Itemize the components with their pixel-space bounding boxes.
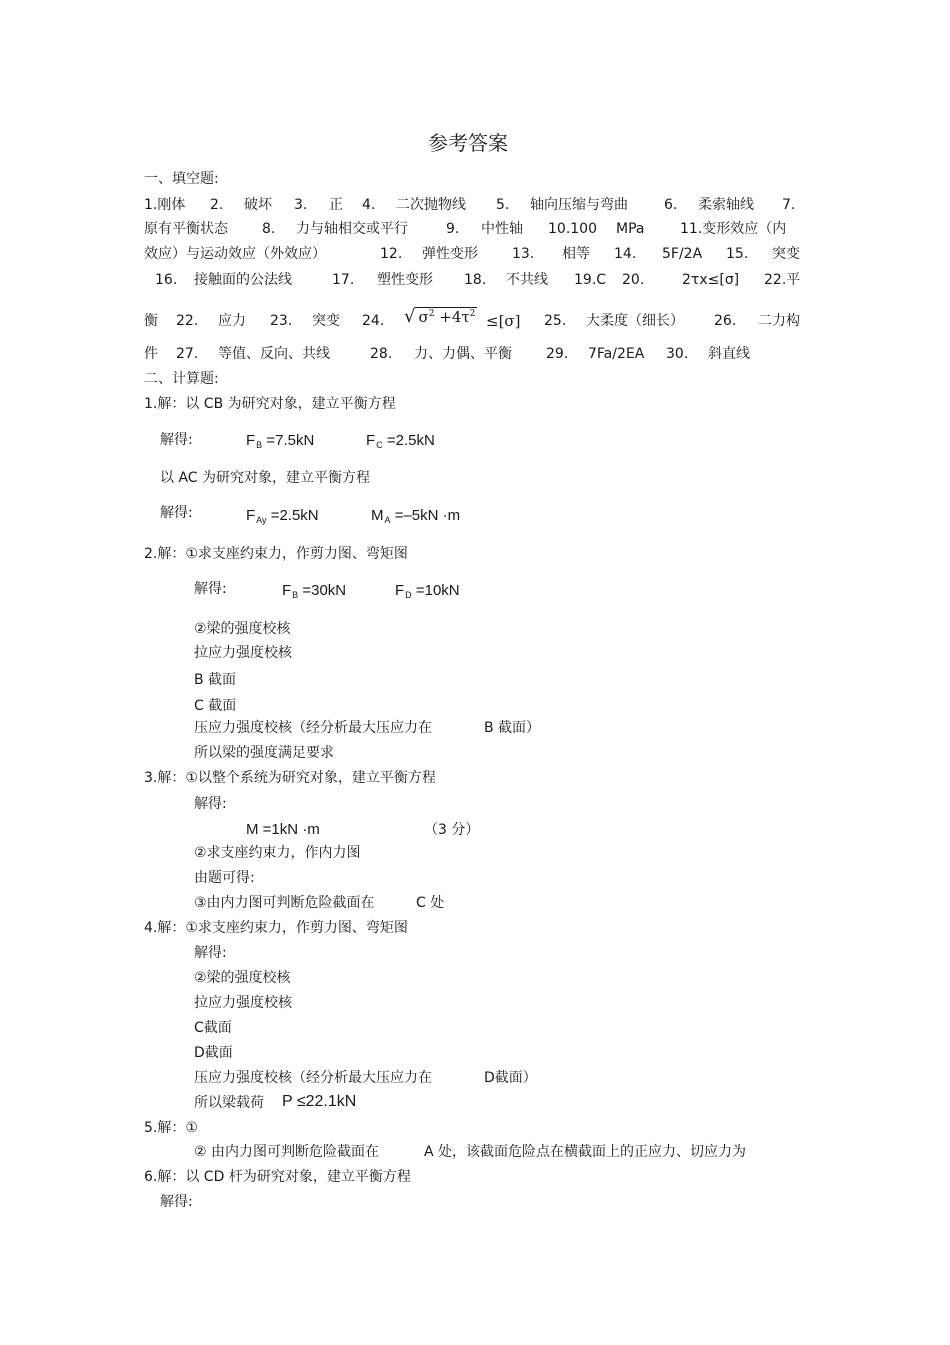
answer-text: 二力构 [758,313,800,329]
equation-m: M =1kN ·m [246,821,320,838]
problem-2-step: B 截面） [484,720,541,736]
sqrt-formula: √ $\sigma^2 +4\tau^2$ [404,306,476,327]
answer-number: 5. [496,197,510,213]
answer-number: 17. [332,272,355,288]
answer-number: 7. [782,197,796,213]
problem-4-step: 拉应力强度校核 [194,995,292,1011]
problem-4-step: ②梁的强度校核 [194,970,291,986]
answer-text: 11.变形效应（内 [680,221,787,237]
answer-text: 相等 [562,246,590,262]
problem-5-step: A 处，该截面危险点在横截面上的正应力、切应力为 [424,1144,747,1160]
problem-2-step: 拉应力强度校核 [194,645,292,661]
solution-label: 解得: [160,505,193,521]
answer-number: 13. [512,246,535,262]
answer-number: 30. [666,346,689,362]
answer-number: 6. [664,197,678,213]
problem-4-step: C截面 [194,1020,232,1036]
problem-3-step: ②求支座约束力，作内力图 [194,845,361,861]
answer-number: 22. [176,313,199,329]
equation-fay: $F_{Ay} =2.5kN$ [246,507,319,525]
problem-4-step: D截面 [194,1045,233,1061]
answer-text: 二次抛物线 [396,197,466,213]
answer-text: 正 [329,197,343,213]
problem-2-step: C 截面 [194,698,237,714]
answer-text: 中性轴 [481,221,523,237]
problem-2-step: B 截面 [194,672,237,688]
solution-label: 解得: [194,945,227,961]
answer-number: 12. [380,246,403,262]
solution-label: 解得: [194,796,227,812]
equation-fd: $F_D =10kN$ [395,582,460,600]
problem-3-step: C 处 [416,895,445,911]
score-note: （3 分） [424,822,480,838]
answer-text: 斜直线 [708,346,750,362]
problem-1-step: 以 AC 为研究对象，建立平衡方程 [160,470,371,486]
answer-number: 19.C [574,272,607,288]
answer-number: 3. [294,197,308,213]
problem-2-step: 压应力强度校核（经分析最大压应力在 [194,720,432,736]
section-heading-fill-blank: 一、填空题: [144,171,219,187]
problem-3-step: 由题可得: [194,870,255,886]
answer-number: 14. [614,246,637,262]
equation-p: P ≤22.1kN [282,1093,357,1110]
page-title: 参考答案 [428,131,508,155]
answer-text: 22.平 [764,272,801,288]
equation-fc: $F_C =2.5kN$ [366,432,435,450]
problem-4-step: 4.解：①求支座约束力，作剪力图、弯矩图 [144,920,408,936]
problem-2-step: 2.解：①求支座约束力，作剪力图、弯矩图 [144,546,408,562]
problem-3-step: ③由内力图可判断危险截面在 [194,895,375,911]
answer-text: 力、力偶、平衡 [414,346,512,362]
answer-formula: 2τx≤[σ] [682,272,740,288]
answer-text: 大柔度（细长） [586,313,684,329]
answer-formula: 7Fa/2EA [588,346,645,362]
answer-text: 力与轴相交或平行 [296,221,408,237]
answer-text: 衡 [144,313,158,329]
equation-ma: $M_A =-5kN \cdot m$ [371,507,461,525]
answer-number: 24. [362,313,385,329]
problem-3-step: 3.解：①以整个系统为研究对象，建立平衡方程 [144,770,436,786]
answer-number: 27. [176,346,199,362]
answer-number: 10.100 [548,221,597,237]
answer-number: 23. [270,313,293,329]
answer-text: 等值、反向、共线 [218,346,330,362]
problem-4-step: D截面） [484,1070,537,1086]
answer-text: 效应）与运动效应（外效应） [144,246,326,262]
answer-unit: MPa [616,221,645,237]
answer-text: 柔索轴线 [698,197,754,213]
problem-6-step: 6.解：以 CD 杆为研究对象，建立平衡方程 [144,1169,411,1185]
problem-4-step: 所以梁载荷 [194,1095,264,1111]
answer-number: 4. [362,197,376,213]
answer-number: 15. [726,246,749,262]
answer-number: 2. [210,197,224,213]
equation-fb: $F_B =30kN$ [282,582,347,600]
problem-2-step: ②梁的强度校核 [194,621,291,637]
answer-text: 1.刚体 [144,197,186,213]
problem-5-step: 5.解：① [144,1120,198,1136]
solution-label: 解得: [160,432,193,448]
answer-number: 25. [544,313,567,329]
answer-text: 不共线 [506,272,548,288]
answer-text: 突变 [772,246,800,262]
solution-label: 解得: [194,581,227,597]
problem-4-step: 压应力强度校核（经分析最大压应力在 [194,1070,432,1086]
answer-number: 28. [370,346,393,362]
section-heading-calculation: 二、计算题: [144,371,219,387]
answer-text: 应力 [218,313,246,329]
answer-text: 原有平衡状态 [144,221,228,237]
answer-number: 18. [464,272,487,288]
problem-5-step: ② 由内力图可判断危险截面在 [194,1144,380,1160]
equation-fb: $F_B =7.5kN$ [246,432,315,450]
answer-number: 8. [262,221,276,237]
answer-number: 26. [714,313,737,329]
problem-2-step: 所以梁的强度满足要求 [194,745,334,761]
answer-text: 弹性变形 [422,246,478,262]
solution-label: 解得: [160,1194,193,1210]
answer-number: 9. [446,221,460,237]
answer-number: 29. [546,346,569,362]
answer-number: 16. [155,272,178,288]
answer-text: 突变 [312,313,340,329]
answer-number: 20. [622,272,645,288]
answer-formula: ≤[σ] [486,312,521,330]
answer-text: 塑性变形 [377,272,433,288]
answer-text: 5F/2A [662,246,703,262]
problem-1-step: 1.解：以 CB 为研究对象，建立平衡方程 [144,396,396,412]
answer-text: 件 [144,346,158,362]
answer-text: 破坏 [244,197,272,213]
answer-text: 轴向压缩与弯曲 [530,197,628,213]
answer-text: 接触面的公法线 [194,272,292,288]
